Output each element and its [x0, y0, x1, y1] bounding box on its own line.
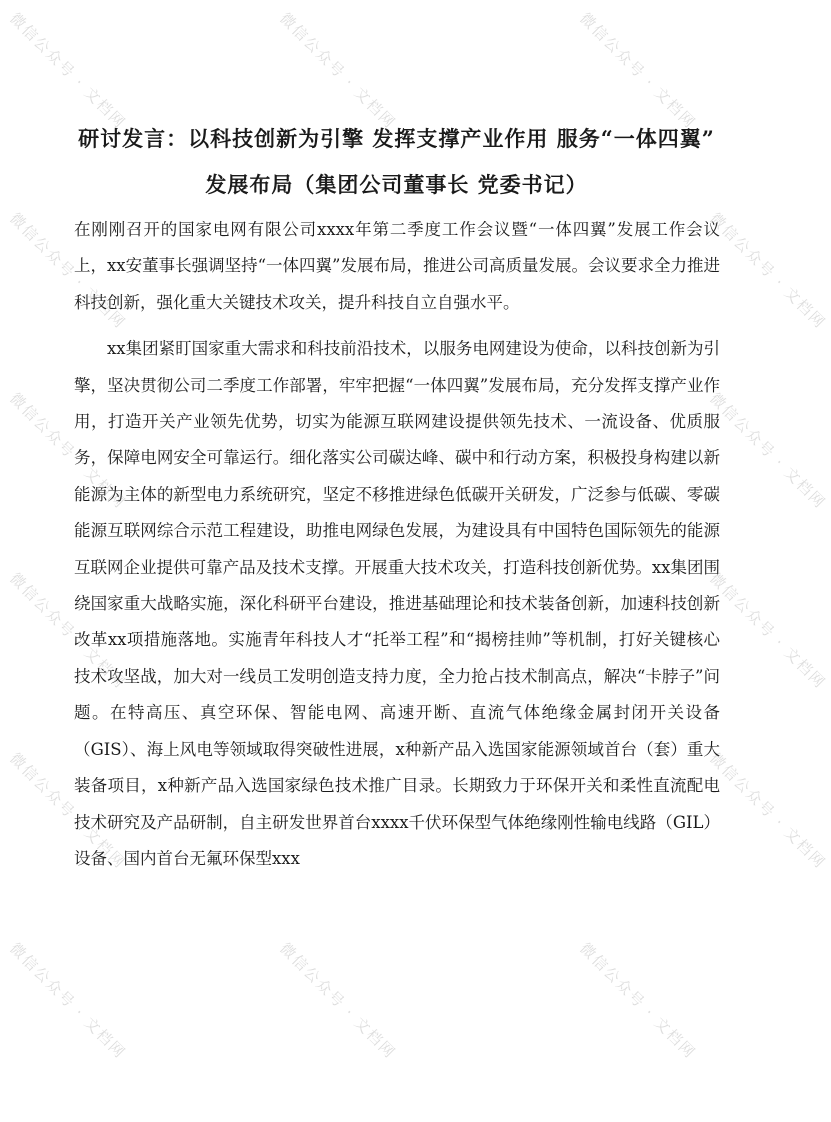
watermark-text: 微信公众号 · 文档网 — [6, 389, 130, 513]
watermark-text: 微信公众号 · 文档网 — [706, 209, 830, 333]
title-line-1: 研讨发言：以科技创新为引擎 发挥支撑产业作用 服务“一体四翼” — [78, 126, 715, 151]
watermark-text: 微信公众号 · 文档网 — [276, 9, 400, 133]
document-body — [74, 212, 720, 877]
title-line-2: 发展布局（集团公司董事长 党委书记） — [205, 172, 588, 197]
watermark-text: 微信公众号 · 文档网 — [6, 569, 130, 693]
watermark-text: 微信公众号 · 文档网 — [576, 9, 700, 133]
watermark-text: 微信公众号 · 文档网 — [706, 389, 830, 513]
watermark-text: 微信公众号 · 文档网 — [6, 209, 130, 333]
watermark-text: 微信公众号 · 文档网 — [6, 749, 130, 873]
paragraph-intro: 在刚刚召开的国家电网有限公司xxxx年第二季度工作会议暨“一体四翼”发展工作会议上，xx安董事长强调坚持“一体四翼”发展布局，推进公司高质量发展。会议要求全力推进科技创新，强化重大关键技术攻关，提升科技自立自强水平。 — [74, 220, 720, 312]
watermark-text: 微信公众号 · 文档网 — [6, 939, 130, 1063]
watermark-text: 微信公众号 · 文档网 — [6, 9, 130, 133]
watermark-text: 微信公众号 · 文档网 — [706, 569, 830, 693]
watermark-text: 微信公众号 · 文档网 — [276, 939, 400, 1063]
watermark-text: 微信公众号 · 文档网 — [576, 939, 700, 1063]
paragraph-main: xx集团紧盯国家重大需求和科技前沿技术，以服务电网建设为使命，以科技创新为引擎，坚决贯彻公司二季度工作部署，牢牢把握“一体四翼”发展布局，充分发挥支撑产业作用，打造开关产业领先优势，切实为能源互联网建设提供领先技术、一流设备、优质服务，保障电网安全可靠运行。细化落实公司碳达峰、碳中和行动方案，积极投身构建以新能源为主体的新型电力系统研究，坚定不移推进绿色低碳开关研发，广泛参与低碳、零碳能源互联网综合示范工程建设，助推电网绿色发展，为建设具有中国特色国际领先的能源互联网企业提供可靠产品及技术支撑。开展重大技术攻关，打造科技创新优势。xx集团围绕国家重大战略实施，深化科研平台建设，推进基础理论和技术装备创新，加速科技创新改革xx项措施落地。实施青年科技人才“托举工程”和“揭榜挂帅”等机制，打好关键核心技术攻坚战，加大对一线员工发明创造支持力度，全力抢占技术制高点，解决“卡脖子”问题。在特高压、真空环保、智能电网、高速开断、直流气体绝缘金属封闭开关设备（GIS）、海上风电等领域取得突破性进展，x种新产品入选国家能源领域首台（套）重大装备项目，x种新产品入选国家绿色技术推广目录。长期致力于环保开关和柔性直流配电技术研究及产品研制，自主研发世界首台xxxx千伏环保型气体绝缘刚性输电线路（GIL）设备、国内首台无氟环保型xxx — [74, 339, 720, 868]
watermark-text: 微信公众号 · 文档网 — [706, 749, 830, 873]
document-title — [70, 116, 723, 208]
